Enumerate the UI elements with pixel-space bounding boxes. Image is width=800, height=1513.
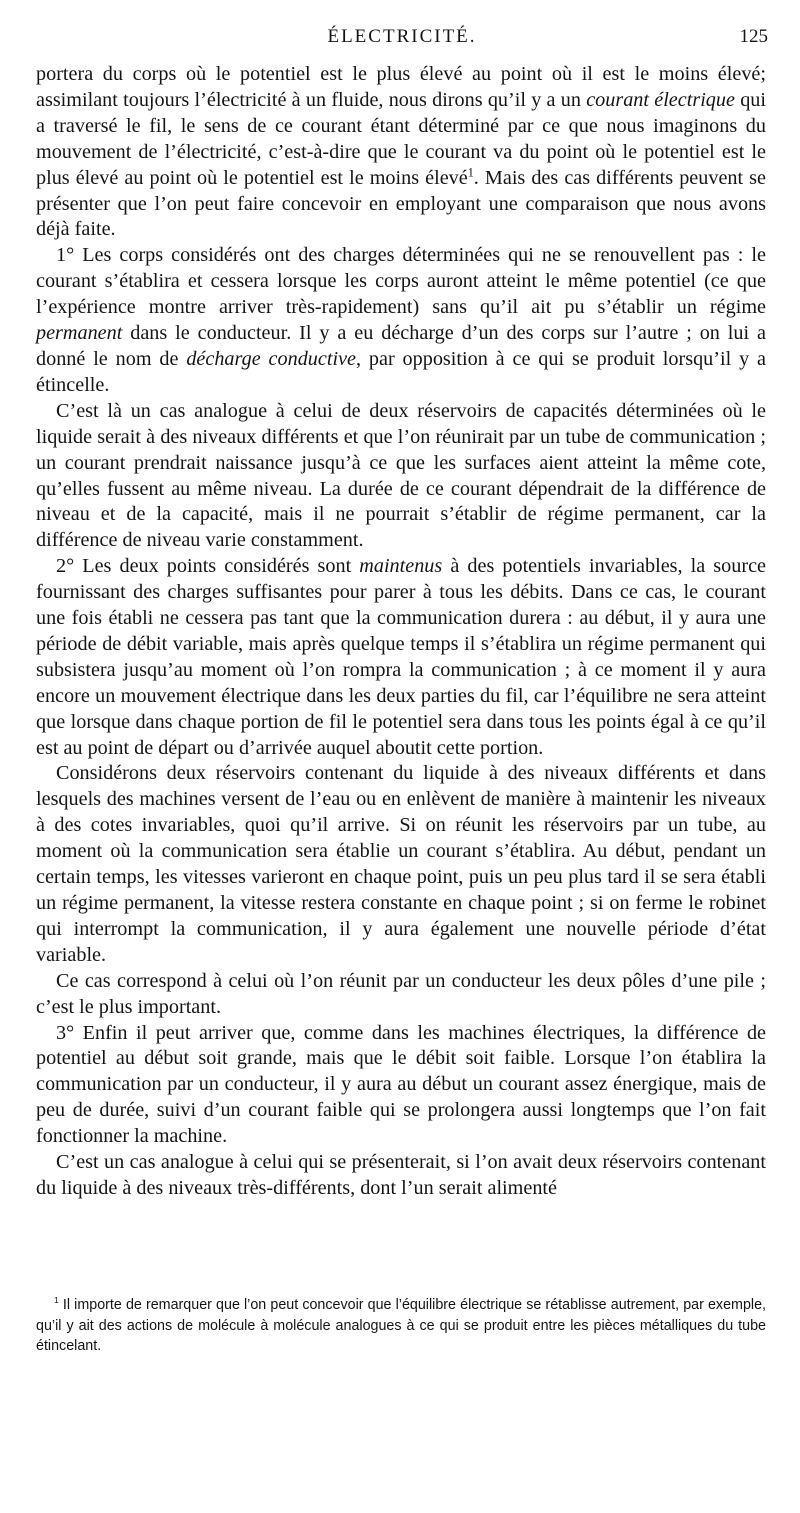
- running-header: [36, 26, 768, 56]
- text-run: , par opposition à ce qui se produit lorsqu’il y a étincelle.: [36, 347, 767, 396]
- paragraph: [36, 761, 766, 968]
- footnote: [36, 1295, 766, 1357]
- footnote-reference: 1: [467, 164, 474, 179]
- text-run: Considérons deux réservoirs contenant du liquide à des niveaux différents et dans lesquels des machines versent de l’eau ou en enlèvent de manière à maintenir les niveaux à des cotes invariables, quoi qu’il arrive. Si on réunit les réservoirs par un tube, au moment où la communication sera établie un courant s’établira. Au début, pendant un certain temps, les vitesses varieront en chaque point, puis un peu plus tard il se sera établi un régime permanent, la vitesse restera constante en chaque point ; si on ferme le robinet qui interrompt la communication, il y aura également une nouvelle période d’état variable.: [36, 762, 766, 966]
- footnotes: [36, 1295, 766, 1357]
- italic-term: courant électrique: [586, 88, 735, 111]
- paragraph: [36, 1021, 766, 1151]
- text-run: 2° Les deux points considérés sont: [56, 555, 360, 578]
- footnote-text: Il importe de remarquer que l’on peut concevoir que l’équilibre électrique se rétablisse autrement, par exemple, qu’il y ait des actions de molécule à molécule analogues à ce qui se produit entre les pièces métalliques du tube étincelant.: [36, 1297, 766, 1354]
- paragraph: [36, 399, 766, 554]
- text-run: 3° Enfin il peut arriver que, comme dans les machines électriques, la différence de potentiel au début soit grande, mais que le débit soit faible. Lorsque l’on établira la communication par un conducteur, il y aura au début un courant assez énergique, mais de peu de durée, suivi d’un courant faible qui se prolongera aussi longtemps que l’on fait fonctionner la machine.: [36, 1021, 766, 1148]
- body-text: [36, 62, 766, 1202]
- paragraph: [36, 62, 766, 243]
- paragraph: [36, 1150, 766, 1202]
- text-run: portera du corps où le potentiel est le plus élevé au point où il est le moins élevé; assimilant toujours l’électricité à un fluide, nous dirons qu’il y a un: [36, 63, 766, 111]
- italic-term: décharge conductive: [186, 347, 356, 370]
- text-run: Ce cas correspond à celui où l’on réunit par un conducteur les deux pôles d’une pile ; c’est le plus important.: [36, 969, 766, 1018]
- text-run: à des potentiels invariables, la source fournissant des charges suffisantes pour parer à tous les débits. Dans ce cas, le courant une fois établi ne cessera pas tant que la communication durera : au début, il y aura une période de débit variable, mais après quelque temps il s’établira un régime permanent qui subsistera jusqu’au moment où l’on rompra la communication ; à ce moment il y aura encore un mouvement électrique dans les deux parties du fil, car l’équilibre ne sera atteint que lorsque dans chaque portion de fil le potentiel sera dans tous les points égal à ce qu’il est au point de départ ou d’arrivée auquel aboutit cette portion.: [36, 555, 766, 759]
- italic-term: maintenus: [359, 555, 443, 578]
- text-run: C’est là un cas analogue à celui de deux réservoirs de capacités déterminées où le liquide serait à des niveaux différents et que l’on réunirait par un tube de communication ; un courant prendrait naissance jusqu’à ce que les surfaces aient atteint la même cote, qu’elles fussent au même niveau. La durée de ce courant dépendrait de la différence de niveau et de la capacité, mais il ne pourrait s’établir de régime permanent, car la différence de niveau varie constamment.: [36, 399, 766, 552]
- text-run: C’est un cas analogue à celui qui se présenterait, si l’on avait deux réservoirs contenant du liquide à des niveaux très-différents, dont l’un serait alimenté: [36, 1151, 766, 1199]
- footnote-marker: 1: [54, 1295, 59, 1306]
- running-title: ÉLECTRICITÉ.: [327, 26, 477, 47]
- paragraph: [36, 969, 766, 1021]
- paragraph: [36, 554, 766, 761]
- text-run: . Mais des cas différents peuvent se présenter que l’on peut faire concevoir en employant une comparaison que nous avons déjà faite.: [36, 166, 766, 241]
- text-run: dans le conducteur. Il y a eu décharge d’un des corps sur l’autre ; on lui a donné le nom de: [36, 322, 766, 370]
- page-number: 125: [739, 26, 768, 47]
- italic-term: permanent: [36, 322, 123, 345]
- text-run: 1° Les corps considérés ont des charges déterminées qui ne se renouvellent pas : le courant s’établira et cessera lorsque les corps auront atteint le même potentiel (ce que l’expérience montre arriver très-rapidement) sans qu’il ait pu s’établir un régime: [36, 244, 766, 319]
- text-run: qui a traversé le fil, le sens de ce courant étant déterminé par ce que nous imaginons du mouvement de l’électricité, c’est-à-dire que le courant va du point où le potentiel est le plus élevé au point où le potentiel est le moins élevé: [36, 88, 766, 189]
- paragraph: [36, 243, 766, 398]
